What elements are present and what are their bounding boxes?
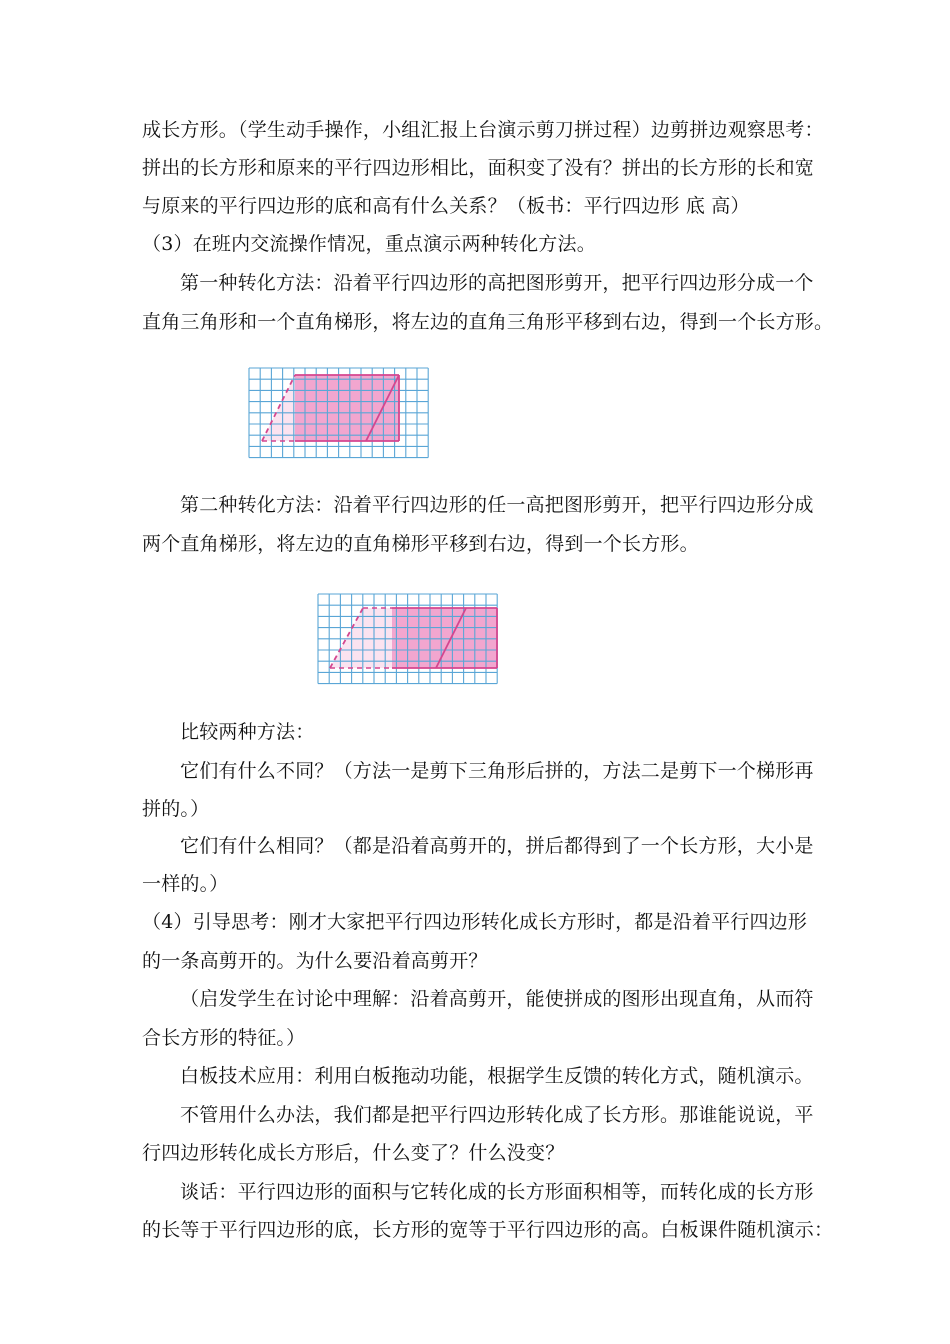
text-line: 合长方形的特征。） [142, 1027, 306, 1049]
figure-method-one [248, 367, 432, 461]
text-line: 的一条高剪开的。为什么要沿着高剪开？ [142, 950, 488, 972]
text-line: 不管用什么办法，我们都是把平行四边形转化成了长方形。那谁能说说，平 [180, 1104, 814, 1126]
text-line: （启发学生在讨论中理解：沿着高剪开，能使拼成的图形出现直角，从而符 [180, 988, 814, 1010]
text-line: 白板技术应用：利用白板拖动功能，根据学生反馈的转化方式，随机演示。 [180, 1065, 814, 1087]
grid-figure-one [248, 367, 432, 461]
text-line: 拼的。） [142, 798, 210, 820]
text-line: （3）在班内交流操作情况，重点演示两种转化方法。 [142, 233, 596, 255]
text-line: 第一种转化方法：沿着平行四边形的高把图形剪开，把平行四边形分成一个 [180, 272, 814, 294]
text-line: 拼出的长方形和原来的平行四边形相比，面积变了没有？拼出的长方形的长和宽 [142, 157, 815, 179]
text-line: 第二种转化方法：沿着平行四边形的任一高把图形剪开，把平行四边形分成 [180, 494, 814, 516]
text-line: 它们有什么不同？（方法一是剪下三角形后拼的，方法二是剪下一个梯形再 [180, 760, 814, 782]
text-line: 谈话：平行四边形的面积与它转化成的长方形面积相等，而转化成的长方形 [180, 1181, 814, 1203]
figure-method-two [316, 592, 516, 686]
text-line: 与原来的平行四边形的底和高有什么关系？（板书：平行四边形 底 高） [142, 195, 750, 217]
text-line: （4）引导思考：刚才大家把平行四边形转化成长方形时，都是沿着平行四边形 [142, 911, 808, 933]
text-line: 一样的。） [142, 873, 229, 895]
text-line: 直角三角形和一个直角梯形，将左边的直角三角形平移到右边，得到一个长方形。 [142, 311, 834, 333]
text-line: 行四边形转化成长方形后，什么变了？什么没变？ [142, 1142, 565, 1164]
text-line: 成长方形。（学生动手操作，小组汇报上台演示剪刀拼过程）边剪拼边观察思考： [142, 119, 824, 141]
grid-figure-two [316, 592, 516, 686]
text-line: 两个直角梯形，将左边的直角梯形平移到右边，得到一个长方形。 [142, 533, 699, 555]
text-line: 它们有什么相同？（都是沿着高剪开的，拼后都得到了一个长方形，大小是 [180, 835, 814, 857]
text-line: 比较两种方法： [180, 721, 315, 743]
text-line: 的长等于平行四边形的底，长方形的宽等于平行四边形的高。白板课件随机演示： [142, 1219, 834, 1241]
moved-trapezoid [330, 608, 392, 668]
